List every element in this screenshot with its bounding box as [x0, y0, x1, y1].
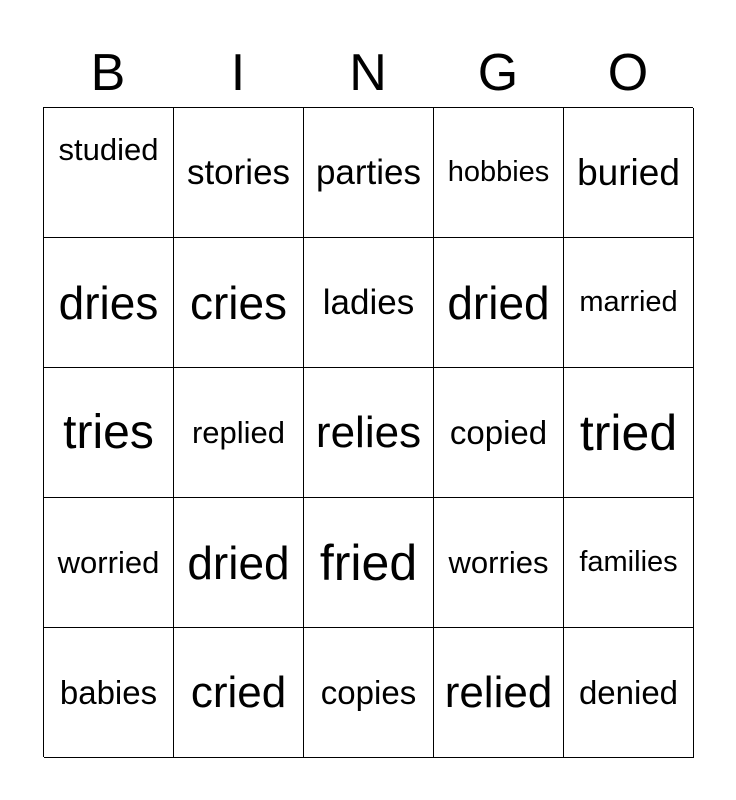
bingo-cell[interactable]: copied — [434, 368, 564, 498]
bingo-cell[interactable]: replied — [174, 368, 304, 498]
bingo-card-grid — [43, 107, 693, 757]
bingo-cell[interactable]: stories — [174, 108, 304, 238]
bingo-cell[interactable]: dried — [434, 238, 564, 368]
bingo-cell[interactable]: ladies — [304, 238, 434, 368]
bingo-cell[interactable]: worried — [44, 498, 174, 628]
bingo-cell[interactable]: married — [564, 238, 694, 368]
header-letter-o: O — [607, 44, 649, 102]
bingo-cell[interactable]: copies — [304, 628, 434, 758]
bingo-cell[interactable]: tried — [564, 368, 694, 498]
bingo-cell[interactable]: studied — [44, 108, 174, 238]
bingo-cell[interactable]: babies — [44, 628, 174, 758]
bingo-cell[interactable]: buried — [564, 108, 694, 238]
bingo-cell[interactable]: parties — [304, 108, 434, 238]
bingo-cell[interactable]: dries — [44, 238, 174, 368]
bingo-cell[interactable]: cries — [174, 238, 304, 368]
header-letter-b: B — [90, 44, 126, 102]
bingo-cell[interactable]: dried — [174, 498, 304, 628]
bingo-cell[interactable]: worries — [434, 498, 564, 628]
bingo-cell[interactable]: hobbies — [434, 108, 564, 238]
header-letter-g: G — [477, 44, 519, 102]
bingo-cell[interactable]: tries — [44, 368, 174, 498]
header-letter-i: I — [230, 44, 246, 102]
bingo-cell[interactable]: denied — [564, 628, 694, 758]
bingo-cell[interactable]: cried — [174, 628, 304, 758]
bingo-cell[interactable]: relied — [434, 628, 564, 758]
header-letter-n: N — [349, 44, 387, 102]
bingo-cell[interactable]: relies — [304, 368, 434, 498]
bingo-header — [43, 42, 693, 104]
bingo-cell[interactable]: fried — [304, 498, 434, 628]
bingo-cell[interactable]: families — [564, 498, 694, 628]
